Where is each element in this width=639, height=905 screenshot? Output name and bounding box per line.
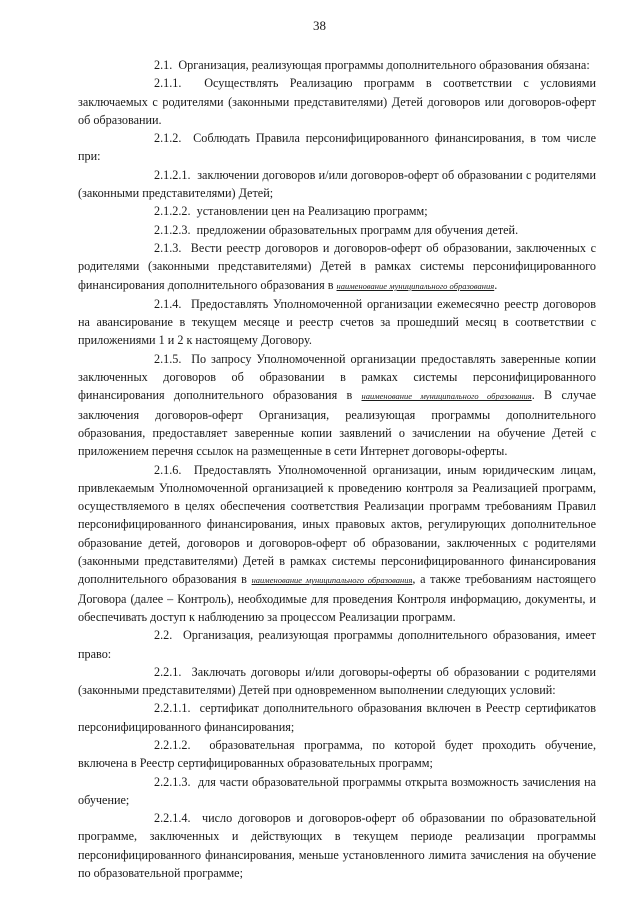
clause-text: предложении образовательных программ для обучения детей. — [196, 222, 519, 237]
paragraph — [78, 626, 596, 663]
paragraph — [78, 461, 596, 627]
paragraph — [78, 129, 596, 166]
clause-number: 2.1.1. — [154, 76, 182, 91]
paragraph — [78, 56, 596, 74]
clause-number: 2.2.1.2. — [154, 737, 191, 752]
clause-text-tail: . — [494, 277, 498, 292]
paragraph — [78, 221, 596, 239]
clause-text: Заключать договоры и/или договоры-оферты об образовании с родителями (законными представителями) Детей при одновременном выполнении следующих условий: — [78, 664, 596, 698]
paragraph — [78, 773, 596, 810]
paragraph — [78, 663, 596, 700]
paragraph — [78, 74, 596, 129]
clause-text-tail: . В случае заключения договоров-оферт Организация, реализующая программы дополнительного образования, предоставляет заверенные копии заявлений о зачислении на обучение Детей с приложением перечня ссылок на размещенные в сети Интернет договоры-оферты. — [78, 388, 596, 459]
fill-in-blank: наименование муниципального образования — [336, 280, 495, 291]
clause-number: 2.1.2. — [154, 131, 182, 146]
clause-text: Организация, реализующая программы дополнительного образования обязана: — [178, 58, 590, 72]
clause-text: установлении цен на Реализацию программ; — [196, 204, 428, 219]
clause-text: образовательная программа, по которой будет проходить обучение, включена в Реестр сертифицированных образовательных программ; — [78, 737, 596, 771]
paragraph — [78, 202, 596, 220]
clause-number: 2.1.2.3. — [154, 222, 191, 237]
clause-number: 2.2.1. — [154, 664, 182, 679]
paragraph — [78, 809, 596, 882]
paragraph — [78, 295, 596, 350]
fill-in-blank: наименование муниципального образования — [251, 575, 413, 586]
clause-text: заключении договоров и/или договоров-оферт об образовании с родителями (законными представителями) Детей; — [78, 167, 596, 201]
clause-text: Соблюдать Правила персонифицированного финансирования, в том числе при: — [78, 131, 596, 164]
clause-text: для части образовательной программы открыта возможность зачисления на обучение; — [78, 774, 596, 807]
clause-text: Предоставлять Уполномоченной организации, иным юридическим лицам, привлекаемым Уполномоченной организацией к проведению контроля за Реализацией программ, осуществляемого в целях обеспечения соответствия Реализации программ требованиям Правил персонифицированного финансирования, иных правовых актов, регулирующих дополнительное образование детей, договоров и договоров-оферт об образовании, заключенных с родителями (законными представителями) Детей в рамках системы персонифицированного финансирования дополнительного образования в — [78, 462, 596, 587]
page-number: 38 — [313, 18, 326, 33]
clause-text: По запросу Уполномоченной организации предоставлять заверенные копии заключенных договоров об образовании в рамках системы персонифицированного финансирования дополнительного образования в — [78, 351, 596, 403]
paragraph — [78, 350, 596, 461]
clause-number: 2.1.4. — [154, 296, 182, 311]
clause-text-tail: , а также требованиям настоящего Договора (далее – Контроль), необходимые для проведения Контроля информацию, документы, и обеспечивать доступ к наблюдению за процессом Реализации программ. — [78, 572, 596, 624]
clause-number: 2.2.1.3. — [154, 774, 191, 789]
fill-in-blank: наименование муниципального образования — [361, 391, 532, 402]
clause-number: 2.2.1.1. — [154, 701, 191, 716]
paragraph — [78, 736, 596, 773]
clause-text: Осуществлять Реализацию программ в соответствии с условиями заключаемых с родителями (законными представителями) Детей договоров или договоров-оферт об образовании. — [78, 76, 596, 127]
clause-text: Вести реестр договоров и договоров-оферт об образовании, заключенных с родителями (законными представителями) Детей в рамках системы персонифицированного финансирования дополнительного образования в — [78, 240, 596, 292]
clause-text: число договоров и договоров-оферт об образовании по образовательной программе, заключенных и действующих в текущем периоде реализации программы персонифицированного финансирования, меньше установленного лимита зачисления на обучение по образовательной программе; — [78, 811, 597, 881]
clause-number: 2.1.2.2. — [154, 204, 191, 219]
clause-text: Предоставлять Уполномоченной организации ежемесячно реестр договоров на авансирование в текущем месяце и реестр счетов за прошедший месяц в соответствии с приложениями 1 и 2 к настоящему Договору. — [78, 296, 596, 348]
clause-number: 2.1.3. — [154, 240, 182, 255]
clause-text: Организация, реализующая программы дополнительного образования, имеет право: — [78, 628, 596, 661]
clause-number: 2.1.2.1. — [154, 167, 191, 182]
clause-text: сертификат дополнительного образования включен в Реестр сертификатов персонифицированного финансирования; — [78, 701, 597, 734]
document-body — [78, 56, 596, 882]
clause-number: 2.1.5. — [154, 351, 182, 366]
paragraph — [78, 699, 596, 736]
clause-number: 2.2.1.4. — [154, 811, 191, 826]
clause-number: 2.1.6. — [154, 462, 182, 477]
clause-number: 2.1. — [154, 58, 173, 72]
paragraph — [78, 166, 596, 203]
paragraph — [78, 239, 596, 295]
clause-number: 2.2. — [154, 628, 173, 643]
